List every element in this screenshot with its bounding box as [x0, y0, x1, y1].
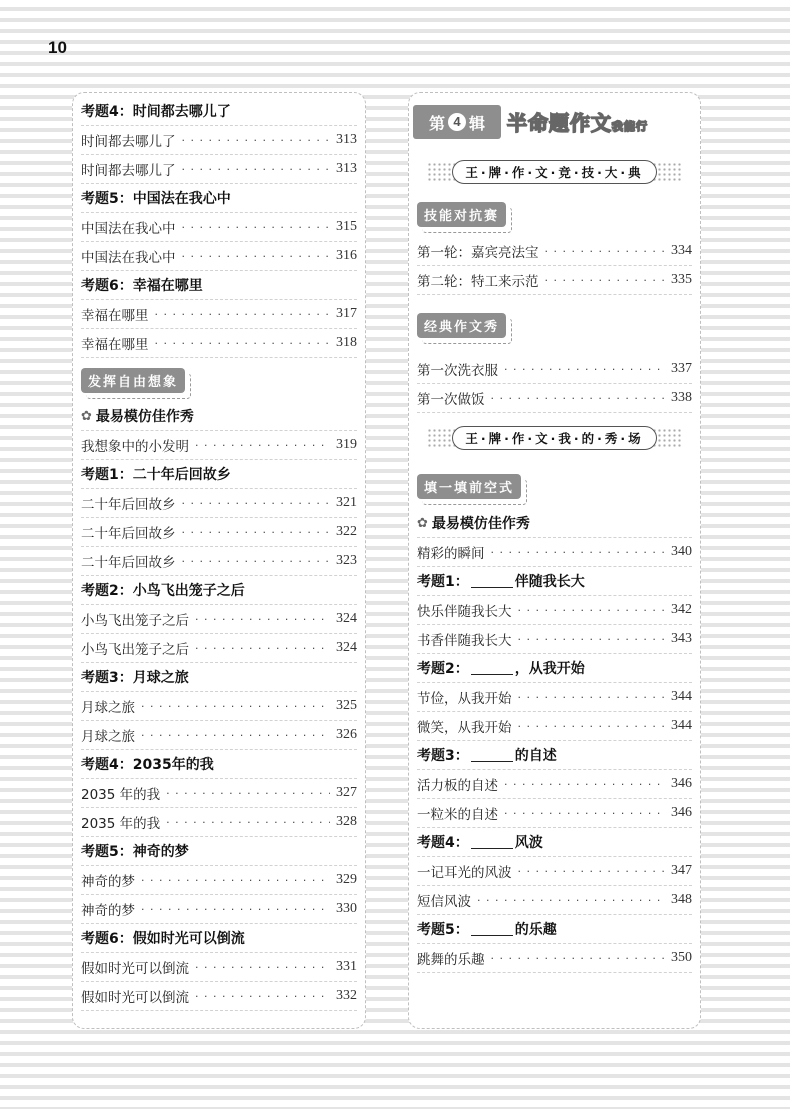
tag-wrap-skills	[417, 191, 692, 237]
toc-entry[interactable]	[81, 808, 357, 837]
entry-title: 一粒米的自述	[417, 807, 498, 823]
topic-prefix: 考题1：	[417, 574, 469, 590]
series-number-box	[413, 105, 501, 139]
series-title-main: 半命题作文	[507, 111, 612, 135]
tag-wrap-classic	[417, 295, 692, 355]
toc-entry[interactable]	[81, 779, 357, 808]
entry-title: 神奇的梦	[81, 874, 135, 890]
entry-page: 344	[671, 718, 692, 733]
series-number: 4	[448, 113, 466, 131]
blank-line	[471, 836, 513, 849]
toc-entry[interactable]	[81, 982, 357, 1011]
entry-title: 第一次洗衣服	[417, 363, 498, 379]
entry-title: 小鸟飞出笼子之后	[81, 642, 189, 658]
entry-page: 315	[336, 219, 357, 234]
topic-prefix: 考题3：	[417, 748, 469, 764]
entry-page: 325	[336, 698, 357, 713]
dot-leader	[518, 633, 666, 646]
series-suffix: 辑	[469, 113, 486, 133]
entry-page: 335	[671, 272, 692, 287]
blank-line	[471, 575, 513, 588]
dot-leader	[195, 961, 330, 974]
entry-title: 跳舞的乐趣	[417, 952, 485, 968]
entry-page: 326	[336, 727, 357, 742]
entry-page: 346	[671, 805, 692, 820]
entry-title: 2035 年的我	[81, 787, 161, 803]
dot-leader	[182, 221, 331, 234]
toc-entry[interactable]	[417, 683, 692, 712]
entry-page: 313	[336, 132, 357, 147]
dot-leader	[141, 729, 330, 742]
dot-leader	[182, 555, 331, 568]
entry-page: 348	[671, 892, 692, 907]
toc-entry[interactable]	[81, 692, 357, 721]
section-tag-wrap	[81, 358, 357, 402]
entry-title: 活力板的自述	[417, 778, 498, 794]
topic-suffix: 风波	[514, 835, 543, 851]
dot-leader	[166, 816, 330, 829]
topic-prefix: 考题2：	[417, 661, 469, 677]
toc-entry[interactable]	[81, 518, 357, 547]
entry-title: 第一次做饭	[417, 392, 485, 408]
flower-icon: ✿	[81, 408, 92, 424]
entry-page: 319	[336, 437, 357, 452]
dot-leader	[155, 337, 331, 350]
entry-title: 二十年后回故乡	[81, 526, 176, 542]
entry-page: 330	[336, 901, 357, 916]
entry-title: 精彩的瞬间	[417, 546, 485, 562]
dot-leader	[195, 613, 330, 626]
entry-title: 2035 年的我	[81, 816, 161, 832]
toc-entry[interactable]	[417, 857, 692, 886]
toc-entry[interactable]	[417, 886, 692, 915]
entry-page: 321	[336, 495, 357, 510]
toc-entry[interactable]	[417, 799, 692, 828]
blank-line	[471, 662, 513, 675]
entry-page: 342	[671, 602, 692, 617]
entry-title: 小鸟飞出笼子之后	[81, 613, 189, 629]
toc-entry[interactable]	[81, 866, 357, 895]
toc-entry[interactable]	[417, 384, 692, 413]
entry-title: 中国法在我心中	[81, 250, 176, 266]
entry-page: 327	[336, 785, 357, 800]
entry-title: 短信风波	[417, 894, 471, 910]
topic-heading	[417, 654, 692, 683]
left-block2	[81, 431, 357, 1011]
dot-leader	[477, 894, 665, 907]
toc-entry[interactable]	[81, 155, 357, 184]
series-subtitle: 我能行	[612, 120, 648, 133]
entry-page: 332	[336, 988, 357, 1003]
entry-title: 快乐伴随我长大	[417, 604, 512, 620]
dot-leader	[195, 642, 330, 655]
dot-leader	[141, 874, 330, 887]
flower-icon: ✿	[417, 515, 428, 531]
topic-heading: 考题5：中国法在我心中	[81, 184, 357, 213]
page-number: 10	[48, 38, 67, 57]
entry-title: 节俭，从我开始	[417, 691, 512, 707]
entry-page: 317	[336, 306, 357, 321]
series-title	[507, 107, 648, 136]
entry-page: 322	[336, 524, 357, 539]
featured-label: 最易模仿佳作秀	[95, 409, 194, 425]
toc-entry[interactable]	[81, 547, 357, 576]
toc-entry[interactable]	[417, 538, 692, 567]
series-prefix: 第	[428, 113, 445, 133]
dot-leader	[518, 720, 666, 733]
entry-page: 337	[671, 361, 692, 376]
entry-page: 347	[671, 863, 692, 878]
section-tag-classic: 经典作文秀	[417, 313, 506, 338]
entry-title: 第二轮：特工来示范	[417, 274, 539, 290]
toc-entry[interactable]	[81, 953, 357, 982]
entry-page: 324	[336, 640, 357, 655]
entry-title: 月球之旅	[81, 729, 135, 745]
section-tag-free-imagination: 发挥自由想象	[81, 368, 185, 393]
dot-leader	[545, 274, 666, 287]
dot-leader	[182, 134, 331, 147]
entry-title: 一记耳光的风波	[417, 865, 512, 881]
dot-leader	[518, 691, 666, 704]
topic-heading: 考题6：幸福在哪里	[81, 271, 357, 300]
entry-page: 340	[671, 544, 692, 559]
topic-heading	[417, 567, 692, 596]
dot-leader	[182, 497, 331, 510]
right-block3	[417, 538, 692, 973]
banner-ace-show	[417, 413, 692, 463]
toc-entry[interactable]	[417, 770, 692, 799]
topic-heading: 考题6：假如时光可以倒流	[81, 924, 357, 953]
toc-entry[interactable]	[81, 431, 357, 460]
toc-entry[interactable]	[81, 895, 357, 924]
toc-entry[interactable]	[417, 355, 692, 384]
dot-leader	[518, 865, 666, 878]
toc-entry[interactable]	[81, 242, 357, 271]
entry-page: 316	[336, 248, 357, 263]
toc-entry[interactable]	[417, 944, 692, 973]
featured-heading	[81, 402, 357, 431]
dot-leader	[155, 308, 331, 321]
dot-leader	[182, 250, 331, 263]
topic-heading	[417, 741, 692, 770]
toc-entry[interactable]	[81, 634, 357, 663]
entry-page: 350	[671, 950, 692, 965]
dot-leader	[545, 245, 666, 258]
topic-prefix: 考题5：	[417, 922, 469, 938]
entry-title: 我想象中的小发明	[81, 439, 189, 455]
dot-leader	[491, 952, 666, 965]
dot-leader	[195, 990, 330, 1003]
entry-page: 344	[671, 689, 692, 704]
entry-page: 329	[336, 872, 357, 887]
tag-wrap-fill	[417, 463, 692, 509]
toc-entry[interactable]	[81, 213, 357, 242]
dot-leader	[518, 604, 666, 617]
dot-leader	[182, 526, 331, 539]
entry-page: 331	[336, 959, 357, 974]
entry-title: 中国法在我心中	[81, 221, 176, 237]
banner-label: 王·牌·作·文·竞·技·大·典	[452, 160, 656, 184]
left-toc-content	[81, 97, 357, 1011]
entry-title: 微笑，从我开始	[417, 720, 512, 736]
entry-title: 月球之旅	[81, 700, 135, 716]
toc-entry[interactable]	[417, 596, 692, 625]
topic-suffix: ，从我开始	[514, 661, 585, 677]
blank-line	[471, 749, 513, 762]
toc-entry[interactable]	[417, 712, 692, 741]
toc-entry[interactable]	[81, 489, 357, 518]
entry-title: 假如时光可以倒流	[81, 961, 189, 977]
banner-label: 王·牌·作·文·我·的·秀·场	[452, 426, 656, 450]
toc-entry[interactable]	[81, 126, 357, 155]
toc-entry[interactable]	[417, 266, 692, 295]
entry-title: 二十年后回故乡	[81, 497, 176, 513]
topic-heading: 考题3：月球之旅	[81, 663, 357, 692]
topic-heading: 考题5：神奇的梦	[81, 837, 357, 866]
featured-heading	[417, 509, 692, 538]
toc-entry[interactable]	[81, 605, 357, 634]
left-toc-panel	[72, 92, 366, 1029]
right-block1	[417, 237, 692, 295]
right-toc-content	[417, 153, 692, 973]
topic-suffix: 伴随我长大	[514, 574, 585, 590]
entry-page: 324	[336, 611, 357, 626]
entry-page: 334	[671, 243, 692, 258]
blank-line	[471, 923, 513, 936]
section-tag-skills: 技能对抗赛	[417, 202, 506, 227]
topic-heading: 考题1：二十年后回故乡	[81, 460, 357, 489]
entry-page: 328	[336, 814, 357, 829]
right-toc-panel	[408, 92, 701, 1029]
banner-ace-competition	[417, 153, 692, 191]
dot-leader	[504, 807, 665, 820]
topic-heading	[417, 915, 692, 944]
entry-page: 338	[671, 390, 692, 405]
entry-page: 313	[336, 161, 357, 176]
entry-title: 时间都去哪儿了	[81, 134, 176, 150]
entry-page: 343	[671, 631, 692, 646]
dot-leader	[141, 903, 330, 916]
dot-leader	[491, 392, 666, 405]
toc-entry[interactable]	[81, 721, 357, 750]
toc-entry[interactable]	[81, 329, 357, 358]
topic-suffix: 的自述	[514, 748, 557, 764]
dot-leader	[141, 700, 330, 713]
entry-title: 假如时光可以倒流	[81, 990, 189, 1006]
entry-title: 幸福在哪里	[81, 308, 149, 324]
dot-leader	[504, 778, 665, 791]
entry-title: 二十年后回故乡	[81, 555, 176, 571]
dot-leader	[504, 363, 665, 376]
entry-title: 幸福在哪里	[81, 337, 149, 353]
dot-leader	[166, 787, 330, 800]
topic-heading: 考题4：2035年的我	[81, 750, 357, 779]
left-block1	[81, 97, 357, 358]
entry-page: 323	[336, 553, 357, 568]
right-block2	[417, 355, 692, 413]
entry-title: 神奇的梦	[81, 903, 135, 919]
entry-title: 第一轮：嘉宾亮法宝	[417, 245, 539, 261]
featured-label: 最易模仿佳作秀	[431, 516, 530, 532]
entry-title: 书香伴随我长大	[417, 633, 512, 649]
dot-leader	[182, 163, 331, 176]
toc-entry[interactable]	[81, 300, 357, 329]
topic-heading: 考题4：时间都去哪儿了	[81, 97, 357, 126]
dot-leader	[195, 439, 330, 452]
topic-suffix: 的乐趣	[514, 922, 557, 938]
topic-heading: 考题2：小鸟飞出笼子之后	[81, 576, 357, 605]
entry-title: 时间都去哪儿了	[81, 163, 176, 179]
entry-page: 318	[336, 335, 357, 350]
topic-heading	[417, 828, 692, 857]
series-header	[409, 105, 700, 139]
toc-entry[interactable]	[417, 237, 692, 266]
section-tag-fill: 填一填前空式	[417, 474, 521, 499]
topic-prefix: 考题4：	[417, 835, 469, 851]
toc-entry[interactable]	[417, 625, 692, 654]
dot-leader	[491, 546, 666, 559]
entry-page: 346	[671, 776, 692, 791]
